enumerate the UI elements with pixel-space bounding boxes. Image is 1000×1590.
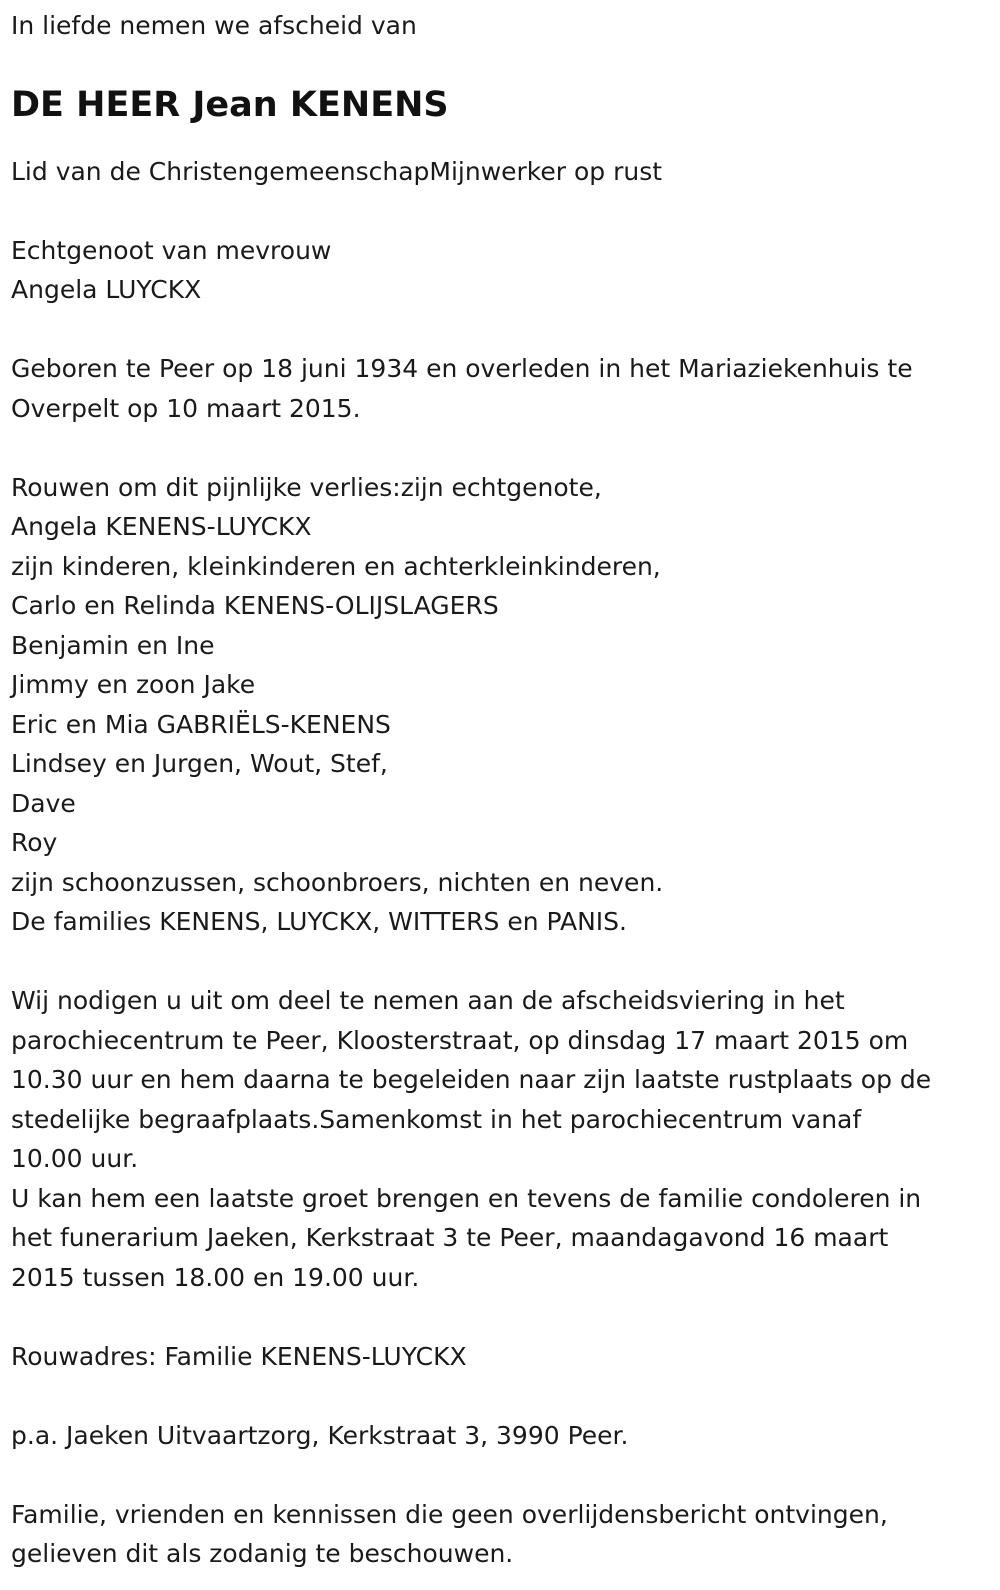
mourner-line: Eric en Mia GABRIËLS-KENENS (11, 709, 391, 739)
spacer (11, 1376, 991, 1416)
ceremony-line: parochiecentrum te Peer, Kloosterstraat, op dinsdag 17 maart 2015 om (11, 1025, 909, 1055)
closing-line: Familie, vrienden en kennissen die geen overlijdensbericht ontvingen, (11, 1499, 888, 1529)
closing-section (11, 1495, 991, 1574)
spacer (11, 1455, 991, 1495)
mourner-line: zijn kinderen, kleinkinderen en achterkleinkinderen, (11, 551, 661, 581)
intro-line: In liefde nemen we afscheid van (11, 11, 417, 40)
birth-death-line: Overpelt op 10 maart 2015. (11, 393, 361, 423)
spouse-section (11, 231, 991, 310)
deceased-name: DE HEER Jean KENENS (11, 84, 449, 125)
mourner-line: Lindsey en Jurgen, Wout, Stef, (11, 749, 388, 779)
spacer (11, 191, 991, 231)
ceremony-line: Wij nodigen u uit om deel te nemen aan de afscheidsviering in het (11, 986, 845, 1016)
spouse-line: Angela LUYCKX (11, 275, 202, 305)
mourners-section (11, 468, 991, 942)
ceremony-line: stedelijke begraafplaats.Samenkomst in het parochiecentrum vanaf (11, 1104, 862, 1134)
mourning-address: Rouwadres: Familie KENENS-LUYCKX (11, 1341, 467, 1371)
mourner-line: Jimmy en zoon Jake (11, 670, 256, 700)
birth-death-section (11, 349, 991, 428)
birth-death-line: Geboren te Peer op 18 juni 1934 en overleden in het Mariaziekenhuis te (11, 354, 913, 384)
mourner-line: Roy (11, 828, 58, 858)
spacer (11, 942, 991, 982)
ceremony-line: 10.30 uur en hem daarna te begeleiden naar zijn laatste rustplaats op de (11, 1065, 932, 1095)
ceremony-line: 2015 tussen 18.00 en 19.00 uur. (11, 1262, 420, 1292)
mourner-line: De families KENENS, LUYCKX, WITTERS en PANIS. (11, 907, 627, 937)
spacer (11, 310, 991, 350)
mourner-line: Benjamin en Ine (11, 630, 215, 660)
obituary-document (11, 0, 991, 1574)
mourner-line: Dave (11, 788, 76, 818)
ceremony-line: U kan hem een laatste groet brengen en tevens de familie condoleren in (11, 1183, 922, 1213)
spacer (11, 1297, 991, 1337)
mourner-line: zijn schoonzussen, schoonbroers, nichten en neven. (11, 867, 664, 897)
closing-line: gelieven dit als zodanig te beschouwen. (11, 1539, 514, 1569)
mourner-line: Angela KENENS-LUYCKX (11, 512, 312, 542)
spouse-line: Echtgenoot van mevrouw (11, 235, 332, 265)
ceremony-line: 10.00 uur. (11, 1144, 139, 1174)
ceremony-section (11, 981, 991, 1297)
mourner-line: Carlo en Relinda KENENS-OLIJSLAGERS (11, 591, 499, 621)
spacer (11, 428, 991, 468)
ceremony-line: het funerarium Jaeken, Kerkstraat 3 te Peer, maandagavond 16 maart (11, 1223, 889, 1253)
care-of-address: p.a. Jaeken Uitvaartzorg, Kerkstraat 3, 3990 Peer. (11, 1420, 629, 1450)
deceased-subtitle: Lid van de ChristengemeenschapMijnwerker op rust (11, 156, 663, 186)
mourner-line: Rouwen om dit pijnlijke verlies:zijn echtgenote, (11, 472, 602, 502)
